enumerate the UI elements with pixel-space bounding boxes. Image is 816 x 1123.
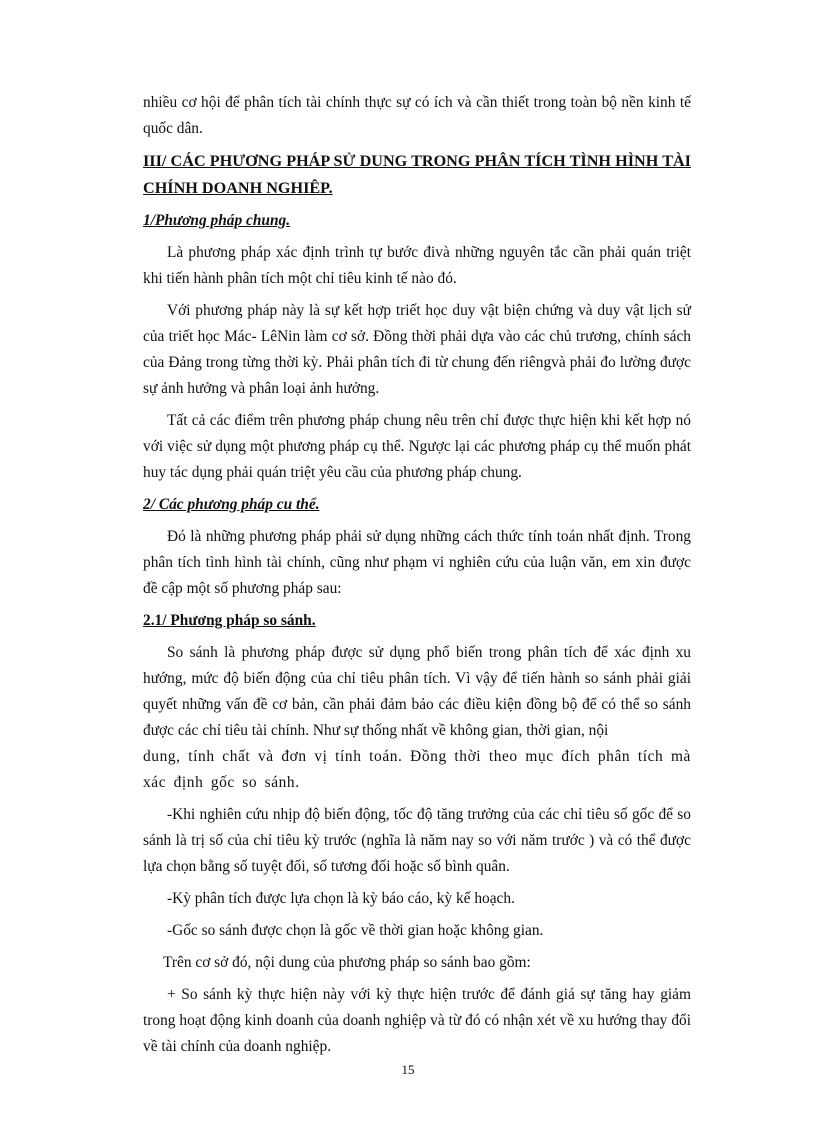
paragraph-specific-methods-intro: Đó là những phương pháp phải sử dụng những cách thức tính toán nhất định. Trong phân tích tình hình tài chính, cũng như phạm vi nghiên cứu của luận văn, em xin được đề cập một số phương pháp sau: [143,528,691,597]
page-body [143,90,691,1066]
paragraph-comparison-method: So sánh là phương pháp được sử dụng phổ biến trong phân tích để xác định xu hướng, mức độ biến động của chỉ tiêu phân tích. Vì vậy để tiến hành so sánh phải giải quyết những vấn đề cơ bản, cần phải đảm bảo các điều kiện đồng bộ để có thể so sánh được các chỉ tiêu tài chính. Như sự thống nhất về không gian, thời gian, nội [143,644,691,739]
section-heading-iii: III/ CÁC PHƯƠNG PHÁP SỬ DUNG TRONG PHÂN TÍCH TÌNH HÌNH TÀI CHÍNH DOANH NGHIÊP. [143,152,691,197]
paragraph-analysis-period: -Kỳ phân tích được lựa chọn là kỳ báo cáo, kỳ kế hoạch. [167,890,515,907]
paragraph-comparison-content: Trên cơ sở đó, nội dung của phương pháp so sánh bao gồm: [163,954,531,971]
paragraph-dialectical-materialism: Với phương pháp này là sự kết hợp triết học duy vật biện chứng và duy vật lịch sử của triết học Mác- LêNin làm cơ sở. Đồng thời phải dựa vào các chủ trương, chính sách của Đảng trong từng thời kỳ. Phải phân tích đi từ chung đến riêngvà phải đo lường được sự ảnh hưởng và phân loại ảnh hưởng. [143,302,691,397]
paragraph-continuation: nhiều cơ hội để phân tích tài chính thực sự có ích và cần thiết trong toàn bộ nền kinh tế quốc dân. [143,94,691,137]
subheading-comparison-method: 2.1/ Phương pháp so sánh. [143,612,316,629]
subheading-specific-methods: 2/ Các phương pháp cu thể. [143,496,320,513]
paragraph-general-method-definition: Là phương pháp xác định trình tự bước đivà những nguyên tắc cần phải quán triệt khi tiến hành phân tích một chỉ tiêu kinh tế nào đó. [143,244,691,287]
paragraph-comparison-method-cont: dung, tính chất và đơn vị tính toán. Đồng thời theo mục đích phân tích mà xác định gốc so sánh. [143,748,691,791]
paragraph-comparison-base: -Gốc so sánh được chọn là gốc về thời gian hoặc không gian. [167,922,544,939]
page-number: 15 [401,1062,415,1077]
paragraph-general-and-specific: Tất cả các điểm trên phương pháp chung nêu trên chỉ được thực hiện khi kết hợp nó với việc sử dụng một phương pháp cụ thể. Ngược lại các phương pháp cụ thể muốn phát huy tác dụng phải quán triệt yêu cầu của phương pháp chung. [143,412,691,481]
paragraph-growth-rate-base: -Khi nghiên cứu nhịp độ biến động, tốc độ tăng trưởng của các chỉ tiêu số gốc để so sánh là trị số của chỉ tiêu kỳ trước (nghĩa là năm nay so với năm trước ) và có thể được lựa chọn bằng số tuyệt đối, số tương đối hoặc số bình quân. [143,806,691,875]
paragraph-period-comparison: + So sánh kỳ thực hiện này với kỳ thực hiện trước để đánh giá sự tăng hay giảm trong hoạt động kinh doanh của doanh nghiệp và từ đó có nhận xét về xu hướng thay đổi về tài chính của doanh nghiệp. [143,986,691,1055]
subheading-general-method: 1/Phương pháp chung. [143,212,291,229]
